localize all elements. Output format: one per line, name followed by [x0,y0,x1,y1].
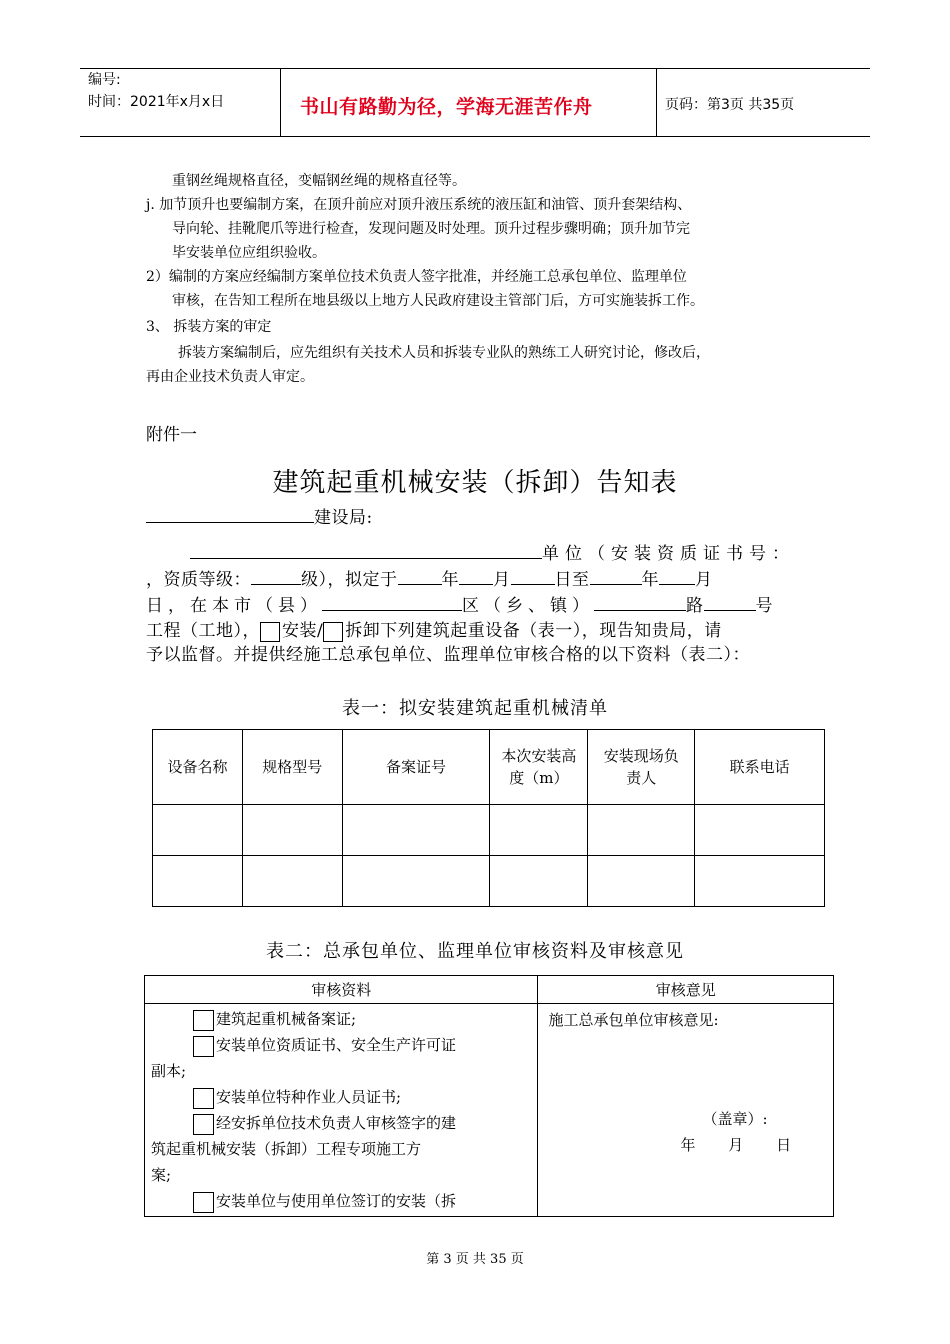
table2 [144,975,834,1217]
material-checkbox[interactable] [193,1088,214,1109]
table1 [152,729,825,907]
body-line: j. 加节顶升也要编制方案，在顶升前应对顶升液压系统的液压缸和油管、顶升套架结构、 [146,197,692,213]
list-item: 安装单位资质证书、安全生产许可证 [216,1036,457,1054]
number-label: 号 [755,596,773,616]
material-checkbox[interactable] [193,1036,214,1057]
unit-blank[interactable] [190,540,542,559]
table1-caption: 表一：拟安装建筑起重机械清单 [342,698,608,719]
body-line: 2）编制的方案应经编制方案单位技术负责人签字批准，并经施工总承包单位、监理单位 [146,269,687,285]
form-line-1 [146,504,373,532]
body-line: 拆装方案编制后，应先组织有关技术人员和拆装专业队的熟练工人研究讨论，修改后， [178,345,710,361]
table-row [153,856,825,907]
form-line-4 [146,592,773,620]
review-opinion-cell[interactable] [538,1004,834,1217]
table1-cell[interactable] [695,856,825,907]
table1-header-cell: 规格型号 [242,730,342,805]
opinion-date [680,1134,791,1156]
bureau-label: 建设局: [314,508,373,528]
bureau-blank[interactable] [146,504,314,523]
day-from-label: 日至 [554,570,590,590]
day-location-label: 日，在本市（县） [146,596,322,616]
material-checkbox[interactable] [193,1114,214,1135]
install-label: 安装/ [282,621,324,641]
table1-cell[interactable] [490,805,588,856]
table2-caption: 表二：总承包单位、监理单位审核资料及审核意见 [266,941,684,962]
list-item: 副本; [151,1062,187,1080]
form-line-6: 予以监督。并提供经施工总承包单位、监理单位审核合格的以下资料（表二）： [146,645,750,665]
year-to-blank[interactable] [590,566,642,585]
district-blank[interactable] [322,592,462,611]
table1-cell[interactable] [588,856,695,907]
page-footer: 第 3 页 共 35 页 [426,1252,524,1267]
header-pager: 页码：第3页 共35页 [665,97,795,113]
attachment-label: 附件一 [146,425,197,445]
table1-cell[interactable] [695,805,825,856]
list-item: 经安拆单位技术负责人审核签字的建 [216,1114,457,1132]
district-label: 区（乡、镇） [462,596,594,616]
month-to-blank[interactable] [659,566,695,585]
table1-cell[interactable] [242,856,342,907]
form-title: 建筑起重机械安装（拆卸）告知表 [272,468,678,498]
table1-cell[interactable] [242,805,342,856]
body-line: 重钢丝绳规格直径，变幅钢丝绳的规格直径等。 [172,173,466,189]
table1-cell[interactable] [153,805,243,856]
date-day: 日 [776,1136,792,1154]
table1-cell[interactable] [342,805,490,856]
year-label: 年 [441,570,459,590]
date-month: 月 [728,1136,744,1154]
header-divider-right [656,68,657,136]
day-from-blank[interactable] [511,566,555,585]
material-checkbox[interactable] [193,1192,214,1213]
road-label: 路 [686,596,704,616]
table-row [153,805,825,856]
dismantle-checkbox[interactable] [323,622,343,642]
body-line: 再由企业技术负责人审定。 [146,369,314,385]
year-from-blank[interactable] [398,566,442,585]
month-label: 月 [695,570,713,590]
road-blank[interactable] [594,592,686,611]
header-bottom-rule [80,136,870,137]
table1-header-cell: 备案证号 [342,730,490,805]
table1-cell[interactable] [588,805,695,856]
number-blank[interactable] [704,592,756,611]
qual-prefix: ，资质等级： [146,570,251,590]
table1-cell[interactable] [490,856,588,907]
seal-label: （盖章）: [702,1110,768,1128]
body-line: 审核，在告知工程所在地县级以上地方人民政府建设主管部门后，方可实施装拆工作。 [172,293,704,309]
dismantle-label: 拆卸下列建筑起重设备（表一），现告知贵局，请 [345,621,722,641]
table2-header-cell: 审核资料 [145,976,538,1004]
header-top-rule [80,68,870,69]
material-checkbox[interactable] [193,1010,214,1031]
list-item: 建筑起重机械备案证; [216,1010,357,1028]
opinion-title: 施工总承包单位审核意见: [548,1011,719,1029]
table1-header-cell: 本次安装高度（m） [490,730,588,805]
form-line-3 [146,566,713,594]
list-item: 安装单位与使用单位签订的安装（拆 [216,1192,457,1210]
review-materials-cell [145,1004,538,1217]
qual-blank[interactable] [251,566,301,585]
table2-header-cell: 审核意见 [538,976,834,1004]
body-line: 导向轮、挂靴爬爪等进行检查，发现问题及时处理。顶升过程步骤明确；顶升加节完 [172,221,690,237]
unit-suffix: 单位（安装资质证书号： [542,544,795,564]
time-label: 时间：2021年x月x日 [88,94,225,110]
table1-cell[interactable] [342,856,490,907]
date-year: 年 [680,1136,696,1154]
header-divider-left [280,68,281,136]
month-from-blank[interactable] [459,566,493,585]
form-line-5 [146,618,722,645]
table1-header-cell: 安装现场负责人 [588,730,695,805]
list-item: 案; [151,1166,172,1184]
project-prefix: 工程（工地）， [146,621,260,641]
list-item: 安装单位特种作业人员证书; [216,1088,402,1106]
month-label: 月 [493,570,511,590]
serial-label: 编号: [88,72,121,88]
body-line: 毕安装单位应组织验收。 [172,245,326,261]
qual-mid: 级），拟定于 [301,570,398,590]
body-line: 3、 拆装方案的审定 [146,319,272,335]
table1-header-cell: 设备名称 [153,730,243,805]
header-motto: 书山有路勤为径，学海无涯苦作舟 [300,96,593,118]
list-item: 筑起重机械安装（拆卸）工程专项施工方 [151,1140,422,1158]
year-label: 年 [641,570,659,590]
table1-cell[interactable] [153,856,243,907]
table1-header-cell: 联系电话 [695,730,825,805]
install-checkbox[interactable] [260,622,280,642]
form-line-2 [190,540,795,568]
